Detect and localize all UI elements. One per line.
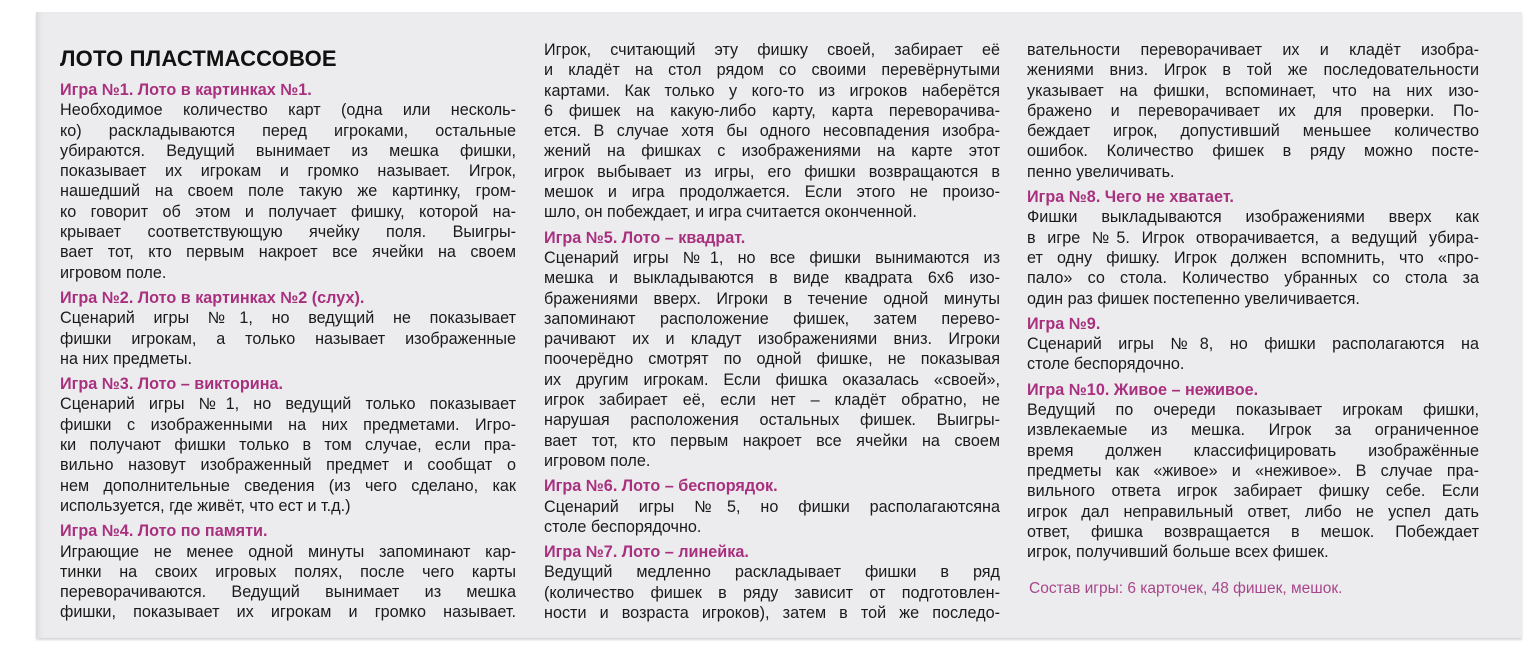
text-line: жений на фишках с изображениями на карте этот [544, 142, 1000, 161]
game-heading: Игра №3. Лото – викторина. [60, 375, 283, 394]
text-line: ошибок. Количество фишек в ряду можно посте- [1027, 142, 1479, 161]
text-line: нашедший на своем поле такую же картинку, гром- [60, 182, 516, 201]
text-line: картами. Как только у кого-то из игроков наберётся [544, 81, 1000, 100]
text-line: рачивают их и кладут изображениями вниз. Игроки [544, 330, 1000, 349]
text-line: Ведущий медленно раскладывает фишки в ряд [544, 563, 1000, 582]
text-line: ности и возраста игроков), затем в той же последо- [544, 604, 1000, 623]
text-line: вильного ответа игрок забирает фишку себе. Если [1027, 482, 1479, 501]
text-line: и кладёт на стол рядом со своими перевёрнутыми [544, 61, 1000, 80]
text-line: вает тот, кто первым накроет все ячейки на своем [544, 431, 1000, 450]
document-title: ЛОТО ПЛАСТМАССОВОЕ [60, 46, 337, 71]
game-heading: Игра №4. Лото по памяти. [60, 522, 268, 541]
text-line: пенно увеличивать. [1027, 162, 1175, 181]
text-line: тинки на своих игровых полях, после чего карты [60, 562, 516, 581]
text-line: Сценарий игры №8, но фишки располагаются на [1027, 335, 1479, 354]
text-line: извлекаемые из мешка. Игрок за ограниченное [1027, 421, 1479, 440]
text-line: ко) раскладываются перед игроками, остальные [60, 121, 516, 140]
text-line: Игрок, считающий эту фишку своей, забирает её [544, 41, 1000, 59]
text-line: столе беспорядочно. [544, 517, 702, 536]
text-line: пало» со стола. Количество убранных со стола за [1027, 269, 1479, 288]
text-line: бражено и переворачивает их для проверки. По- [1027, 101, 1479, 120]
text-line: Фишки выкладываются изображениями вверх как [1027, 208, 1479, 227]
text-line: 6 фишек на какую-либо карту, карта переворачива- [544, 101, 1000, 120]
text-line: ется. В случае хотя бы одного несовпадения изобра- [544, 122, 1000, 141]
game-heading: Игра №1. Лото в картинках №1. [60, 81, 312, 99]
text-line: беждает игрок, допустивший меньшее количество [1027, 122, 1479, 141]
text-line: Сценарий игры №1, но все фишки вынимаются из [544, 248, 1000, 267]
text-line: вательности переворачивает их и кладёт изобра- [1027, 41, 1479, 59]
text-line: ет одну фишку. Игрок должен вспомнить, что «про- [1027, 248, 1479, 267]
text-line: ко говорит об этом и получает фишку, которой на- [60, 202, 516, 221]
text-line: мешка и выкладываются в виде квадрата 6х6 изо- [544, 269, 1000, 288]
game-heading: Игра №6. Лото – беспорядок. [544, 477, 778, 496]
text-line: используется, где живёт, что ест и т.д.) [60, 496, 351, 515]
text-line: ответ, фишка возвращается в мешок. Побеждает [1027, 522, 1479, 541]
game-heading: Игра №2. Лото в картинках №2 (слух). [60, 288, 365, 307]
text-line: Сценарий игры №1, но ведущий не показывает [60, 309, 516, 328]
text-line: Ведущий по очереди показывает игрокам фишки, [1027, 401, 1479, 420]
text-line: вает тот, кто первым накроет все ячейки на своем [60, 243, 516, 262]
text-line: запоминают расположение фишек, затем перево- [544, 309, 1000, 328]
text-line: время должен классифицировать изображённые [1027, 441, 1479, 460]
text-line: убираются. Ведущий вынимает из мешка фишки, [60, 141, 516, 160]
game-contents-note: Состав игры: 6 карточек, 48 фишек, мешок. [1029, 580, 1343, 597]
text-line: предметы как «живое» и «неживое». В случае пра- [1027, 461, 1479, 480]
text-line: жениями вниз. Игрок в той же последовательности [1027, 61, 1479, 80]
game-heading: Игра №7. Лото – линейка. [544, 543, 749, 562]
text-line: Необходимое количество карт (одна или несколь- [60, 101, 516, 120]
text-line: вильно назовут изображенный предмет и сообщат о [60, 456, 516, 475]
game-heading: Игра №5. Лото – квадрат. [544, 228, 746, 247]
text-line: бражениями вверх. Игроки в течение одной минуты [544, 289, 1000, 308]
text-line: переворачиваются. Ведущий вынимает из мешка [60, 583, 516, 602]
column-2 [544, 40, 1000, 623]
column-3 [1027, 40, 1479, 562]
text-line: ки получают фишки только в том случае, если пра- [60, 436, 516, 455]
text-line: игровом поле. [60, 263, 167, 282]
text-line: мешок и игра продолжается. Если этого не произо- [544, 183, 1000, 202]
text-line: (количество фишек в ряду зависит от подготовлен- [544, 583, 1000, 602]
text-line: игрок дал неправильный ответ, либо не успел дать [1027, 502, 1479, 521]
text-line: игрок забирает её, если нет – кладёт обратно, не [544, 391, 1000, 410]
text-line: шло, он побеждает, и игра считается оконченной. [544, 203, 917, 222]
text-line: нарушая расположения остальных фишек. Выигры- [544, 411, 1000, 430]
text-line: Играющие не менее одной минуты запоминают кар- [60, 542, 516, 561]
text-line: Сценарий игры №1, но ведущий только показывает [60, 395, 516, 414]
text-line: на них предметы. [60, 349, 193, 368]
game-heading: Игра №10. Живое – неживое. [1027, 380, 1259, 399]
column-1 [60, 40, 516, 623]
text-line: Сценарий игры №5, но фишки располагаютсяна [544, 497, 1000, 516]
text-line: фишки с изображенными на них предметами. Игро- [60, 415, 516, 434]
game-heading: Игра №8. Чего не хватает. [1027, 188, 1234, 207]
text-line: фишки, показывает их игрокам и громко называет. [60, 603, 516, 622]
text-line: в игре №5. Игрок отворачивается, а ведущий убира- [1027, 228, 1479, 247]
text-line: один раз фишек постепенно увеличивается. [1027, 289, 1360, 308]
text-line: указывает на фишки, вспоминает, что на них изо- [1027, 81, 1479, 100]
text-line: столе беспорядочно. [1027, 355, 1185, 374]
text-line: нем дополнительные сведения (из чего сделано, как [60, 476, 516, 495]
text-line: игрок выбывает из игры, его фишки возвращаются в [544, 162, 1000, 181]
game-heading: Игра №9. [1027, 314, 1101, 333]
text-line: поочерёдно смотрят по одной фишке, не показывая [544, 350, 1000, 369]
text-line: фишки игрокам, а только называет изображенные [60, 329, 516, 348]
text-line: показывает их игрокам и громко называет. Игрок, [60, 162, 516, 181]
text-line: игровом поле. [544, 451, 651, 470]
text-line: крывает соответствующую ячейку поля. Выигры- [60, 223, 516, 242]
text-line: игрок, получивший больше всех фишек. [1027, 543, 1329, 562]
text-line: их другим игрокам. Если фишка оказалась «своей», [544, 370, 1000, 389]
